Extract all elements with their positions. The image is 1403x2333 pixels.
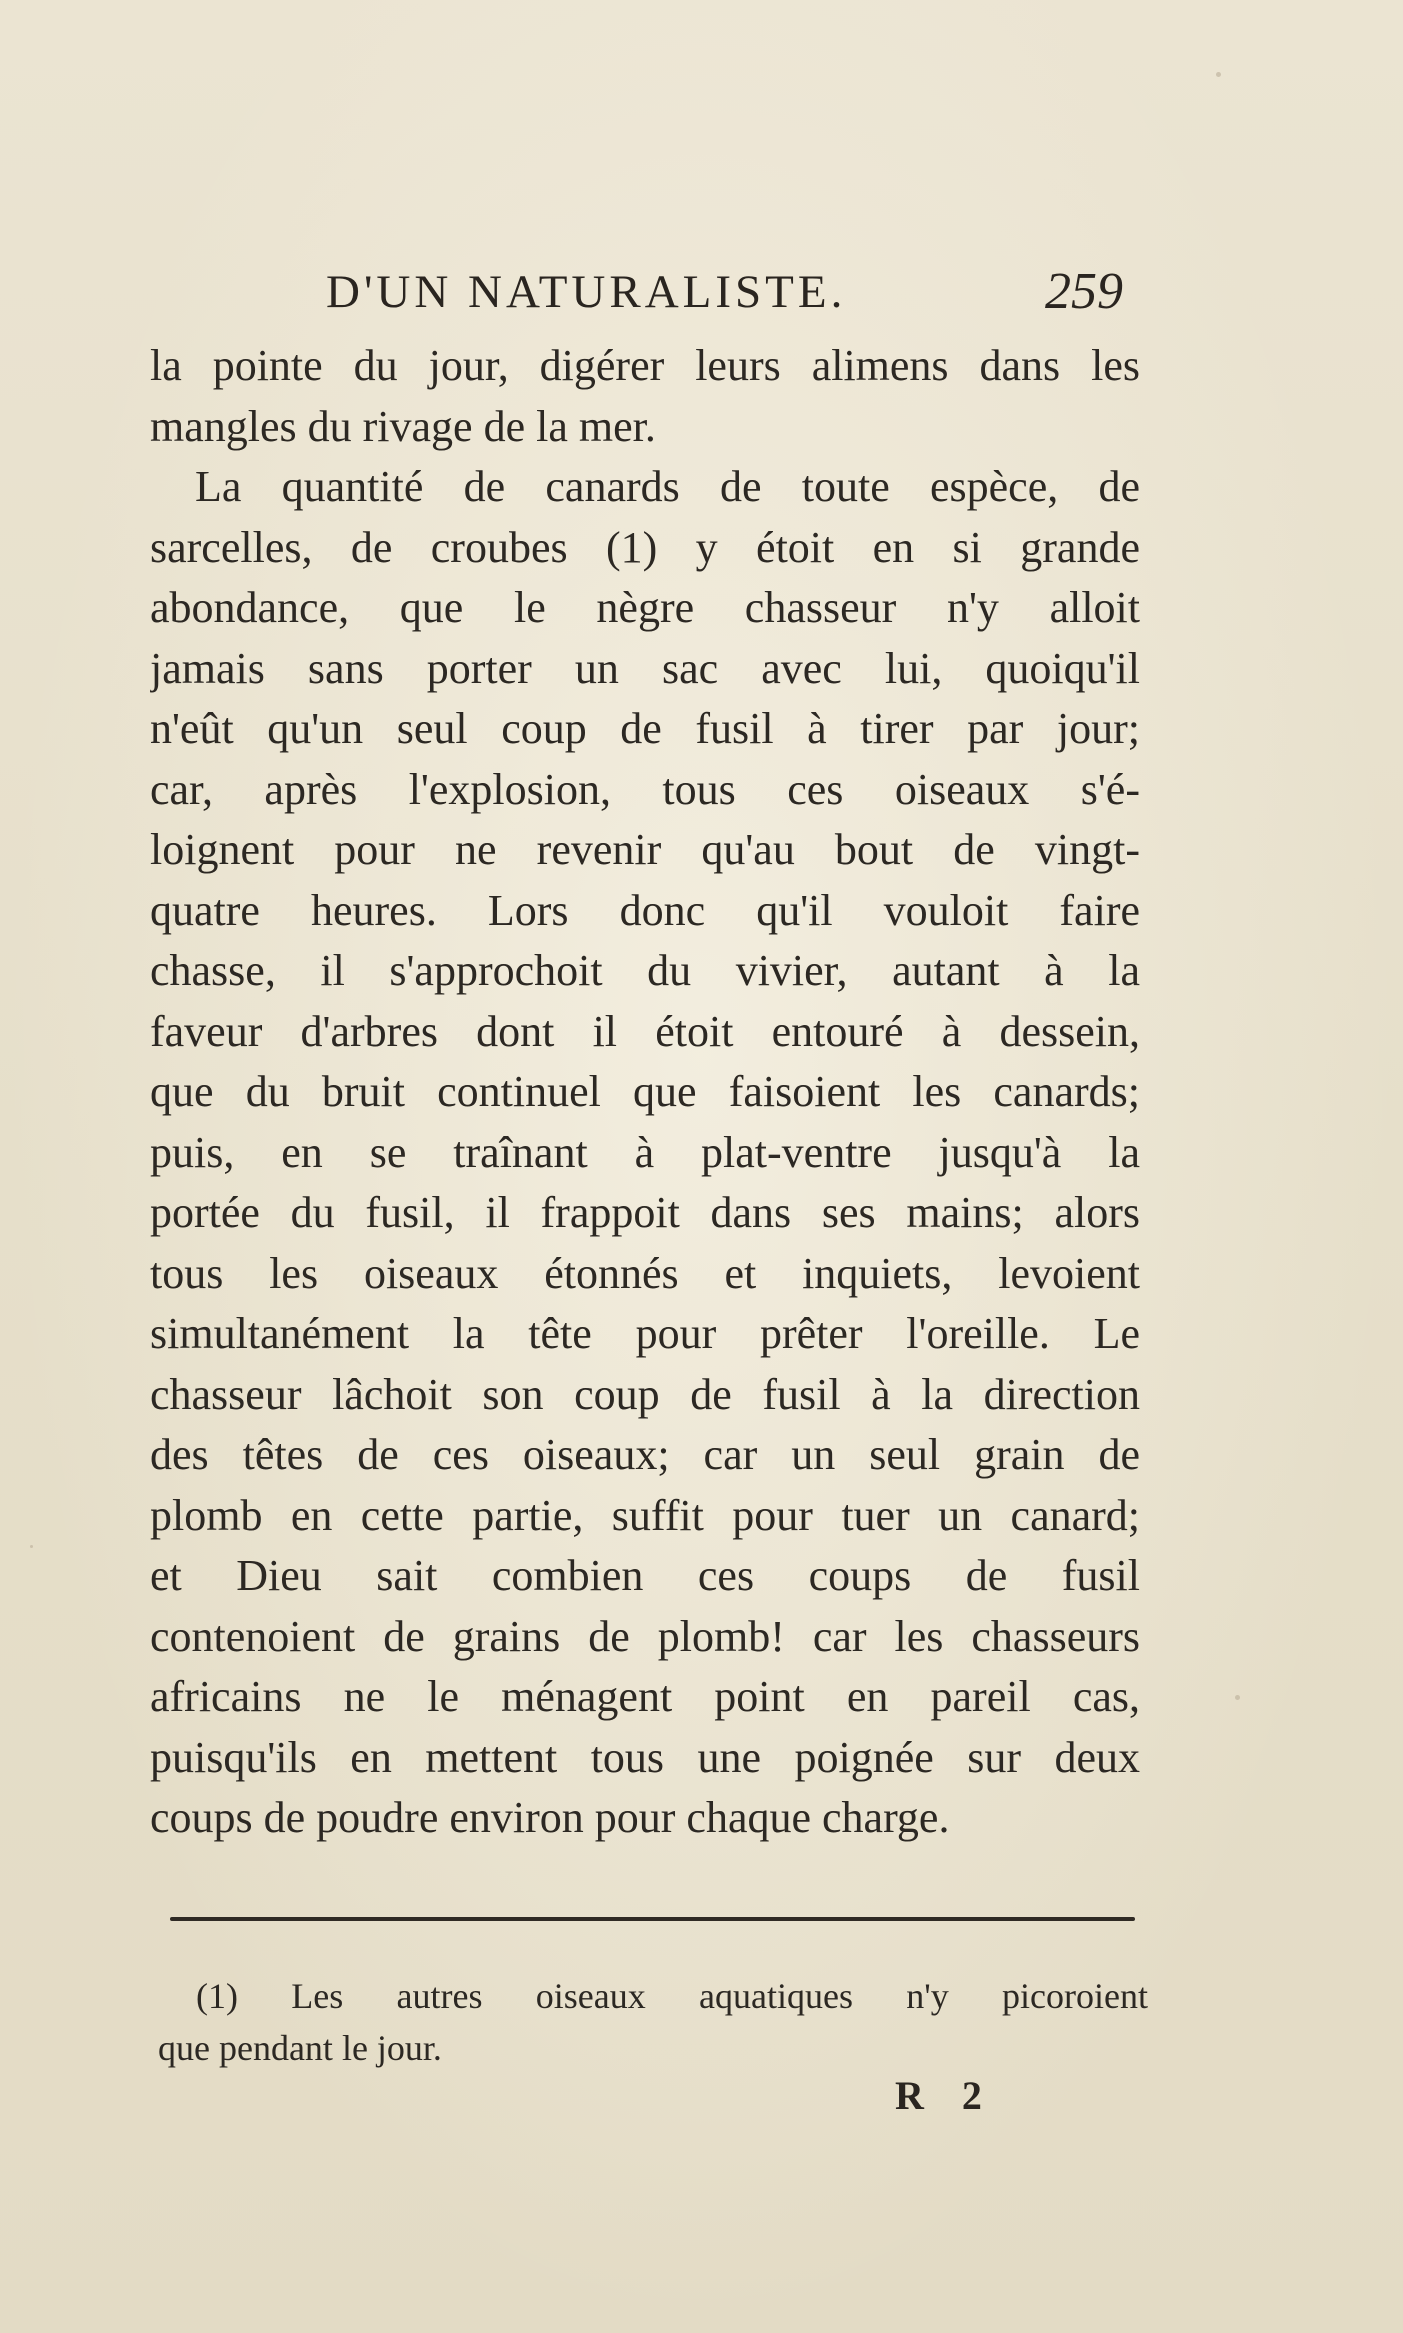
footnote-line: (1) Les autres oiseaux aquatiques n'y picoroient: [196, 1976, 1148, 2016]
text-line: sarcelles, de croubes (1) y étoit en si grande: [150, 522, 1140, 572]
page-number: 259: [1045, 263, 1123, 320]
text-line: La quantité de canards de toute espèce, de: [195, 462, 1140, 511]
text-line: que du bruit continuel que faisoient les canards;: [150, 1067, 1140, 1116]
signature-mark: R 2: [895, 2073, 996, 2118]
running-title: D'UN NATURALISTE.: [326, 266, 847, 318]
body-text: [150, 336, 1140, 1849]
text-line: n'eût qu'un seul coup de fusil à tirer par jour;: [150, 704, 1140, 753]
text-line: africains ne le ménagent point en pareil cas,: [150, 1672, 1140, 1721]
text-line: jamais sans porter un sac avec lui, quoiqu'il: [150, 643, 1140, 693]
text-line: mangles du rivage de la mer.: [150, 401, 656, 451]
text-line: coups de poudre environ pour chaque charge.: [150, 1793, 950, 1842]
text-line: quatre heures. Lors donc qu'il vouloit faire: [150, 885, 1140, 935]
text-line: chasse, il s'approchoit du vivier, autant à la: [150, 946, 1140, 995]
text-line: faveur d'arbres dont il étoit entouré à dessein,: [150, 1006, 1140, 1056]
text-line: puis, en se traînant à plat-ventre jusqu'à la: [150, 1127, 1140, 1177]
text-line: et Dieu sait combien ces coups de fusil: [150, 1551, 1140, 1600]
text-line: plomb en cette partie, suffit pour tuer un canard;: [150, 1490, 1140, 1540]
text-line: puisqu'ils en mettent tous une poignée sur deux: [150, 1732, 1140, 1782]
text-line: tous les oiseaux étonnés et inquiets, levoient: [150, 1248, 1140, 1298]
footnote: [158, 1970, 1148, 2074]
page-header: [150, 262, 1150, 322]
paper-speck: [1216, 72, 1221, 77]
text-line: la pointe du jour, digérer leurs alimens dans les: [150, 341, 1140, 390]
text-line: simultanément la tête pour prêter l'oreille. Le: [150, 1309, 1140, 1358]
text-line: abondance, que le nègre chasseur n'y alloit: [150, 583, 1140, 632]
text-line: portée du fusil, il frappoit dans ses mains; alors: [150, 1188, 1140, 1237]
text-line: chasseur lâchoit son coup de fusil à la direction: [150, 1369, 1140, 1419]
footnote-line: que pendant le jour.: [158, 2028, 442, 2068]
text-line: contenoient de grains de plomb! car les chasseurs: [150, 1611, 1140, 1661]
paper-speck: [30, 1545, 33, 1548]
text-line: loignent pour ne revenir qu'au bout de vingt-: [150, 825, 1140, 874]
text-line: car, après l'explosion, tous ces oiseaux s'é-: [150, 764, 1140, 814]
paper-speck: [1235, 1695, 1240, 1700]
footnote-rule: [170, 1917, 1135, 1921]
text-line: des têtes de ces oiseaux; car un seul grain de: [150, 1430, 1140, 1479]
